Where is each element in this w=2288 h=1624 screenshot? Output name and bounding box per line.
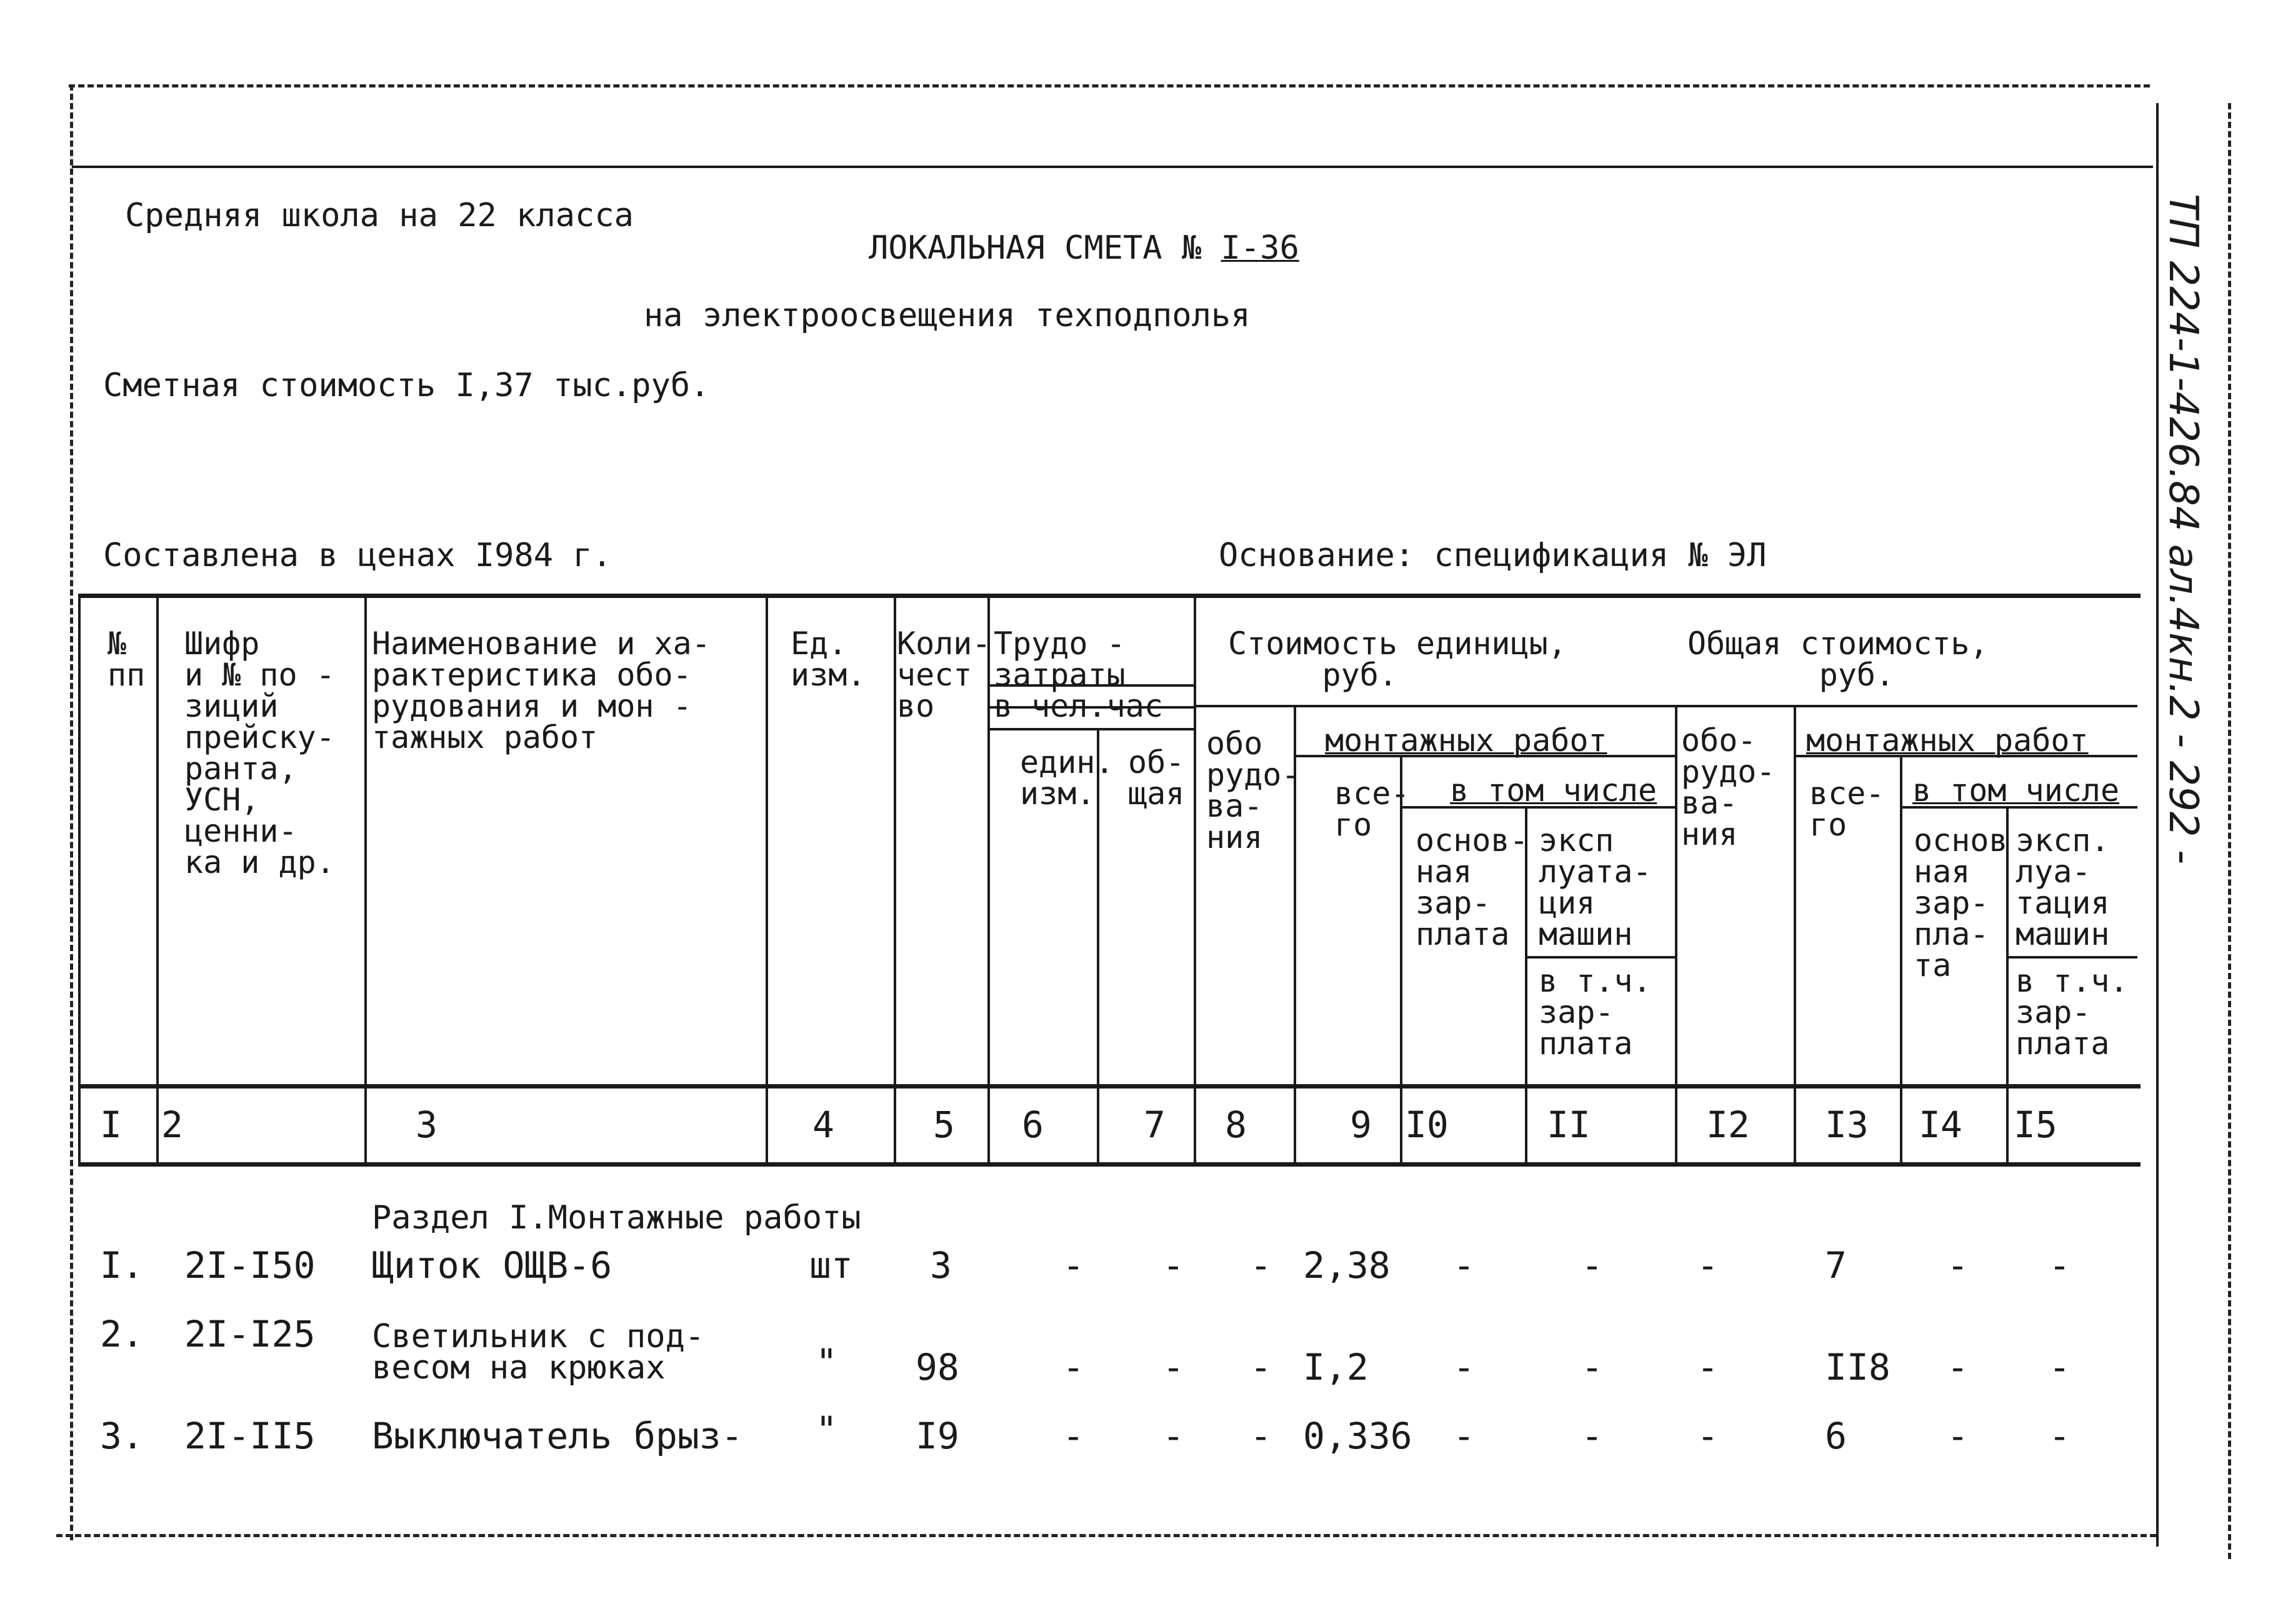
- col-header-code: Шифр и № по - зиций прейску- ранта, УСН, ценни- ка и др.: [184, 625, 335, 880]
- row-unit-total: I,2: [1303, 1346, 1369, 1388]
- col-number: II: [1547, 1103, 1591, 1146]
- numbers-bottom-border: [78, 1162, 2141, 1167]
- row-total-total: 7: [1825, 1244, 1847, 1287]
- row-name: Выключатель брыз-: [372, 1415, 743, 1457]
- frame-bottom: [56, 1534, 2156, 1537]
- col-header-qty: Коли- чест во: [897, 625, 991, 724]
- row-qty: 3: [930, 1244, 952, 1287]
- row-code: 2I-I25: [184, 1313, 316, 1355]
- col-header-labor: Трудо - затраты в чел.час: [994, 625, 1163, 724]
- frame-top: [69, 84, 2150, 87]
- row-number: I.: [100, 1244, 144, 1287]
- row-total-machine: -: [2049, 1346, 2071, 1388]
- row-labor-unit: -: [1062, 1346, 1084, 1388]
- row-unit: ": [816, 1341, 837, 1383]
- prices-year: Составлена в ценах I984 г.: [103, 537, 612, 574]
- col-number: 3: [416, 1103, 437, 1146]
- col-number: 2: [161, 1103, 183, 1146]
- row-total-total: II8: [1825, 1346, 1891, 1388]
- row-total-equip: -: [1697, 1346, 1719, 1388]
- cost-group-line: [1194, 705, 2137, 707]
- row-total-wage: -: [1947, 1415, 1969, 1457]
- basis: Основание: спецификация № ЭЛ: [1219, 537, 1767, 574]
- row-total-total: 6: [1825, 1415, 1847, 1457]
- row-total-machine: -: [2049, 1415, 2071, 1457]
- col-number: I4: [1919, 1103, 1962, 1146]
- frame-right: [2228, 103, 2231, 1559]
- col-header-total-machine: эксп. луа- тация машин: [2016, 822, 2110, 952]
- row-name: Щиток ОЩВ-6: [372, 1244, 612, 1287]
- col-header-total-wage: основ ная зар- пла- та: [1914, 822, 2008, 984]
- estimated-cost: Сметная стоимость I,37 тыс.руб.: [103, 367, 710, 404]
- row-unit-machine: -: [1581, 1244, 1603, 1287]
- col-header-total-total: все- го: [1809, 775, 1885, 843]
- col-border-3: [766, 594, 768, 1165]
- col-header-total-machine-wage: в т.ч. зар- плата: [2016, 963, 2129, 1062]
- row-total-wage: -: [1947, 1244, 1969, 1287]
- row-labor-unit: -: [1062, 1244, 1084, 1287]
- row-unit-wage: -: [1453, 1346, 1475, 1388]
- col-border-11: [1675, 706, 1677, 1165]
- labor-sub-line-3: [987, 728, 1194, 730]
- row-labor-total: -: [1162, 1244, 1184, 1287]
- section-title: Раздел I.Монтажные работы: [372, 1199, 861, 1237]
- col-border-4: [894, 594, 896, 1165]
- row-number: 2.: [100, 1313, 144, 1355]
- col-header-total-install: монтажных работ: [1806, 722, 2089, 759]
- row-unit: шт: [809, 1244, 853, 1287]
- header-bottom-border: [78, 1084, 2141, 1088]
- row-name-cont: весом на крюках: [372, 1349, 666, 1387]
- col-header-unit: Ед. изм.: [791, 625, 866, 693]
- stamp-column-divider: [2156, 103, 2159, 1547]
- row-total-wage: -: [1947, 1346, 1969, 1388]
- col-border-2: [364, 594, 367, 1165]
- col-header-unit-machine-wage: в т.ч. зар- плата: [1539, 963, 1652, 1062]
- col-number: 9: [1350, 1103, 1372, 1146]
- row-unit-total: 0,336: [1303, 1415, 1412, 1457]
- col-header-labor-unit: един. изм.: [1020, 744, 1114, 812]
- col-number: 5: [933, 1103, 955, 1146]
- col-header-total-incl: в том числе: [1912, 772, 2120, 809]
- row-labor-total: -: [1162, 1346, 1184, 1388]
- row-code: 2I-II5: [184, 1415, 316, 1457]
- side-stamp: ТП 224-1-426.84 ал.4кн.2 - 292 -: [2160, 194, 2206, 865]
- table-top-border: [78, 594, 2141, 598]
- col-number: 6: [1022, 1103, 1044, 1146]
- col-border-0: [78, 594, 81, 1165]
- page-subtitle: на электроосвещения техподполья: [644, 297, 1251, 334]
- row-unit-wage: -: [1453, 1415, 1475, 1457]
- page-title: ЛОКАЛЬНАЯ СМЕТА № I-36: [869, 229, 1299, 267]
- object-name: Средняя школа на 22 класса: [125, 197, 634, 234]
- col-number: 7: [1144, 1103, 1166, 1146]
- col-header-total-equip: обо- рудо- ва- ния: [1681, 722, 1776, 852]
- col-header-unit-cost: Стоимость единицы, руб.: [1228, 625, 1567, 693]
- frame-inner-top: [72, 166, 2153, 168]
- row-total-machine: -: [2049, 1244, 2071, 1287]
- col-header-labor-total: об- щая: [1128, 744, 1185, 812]
- col-header-no: № пп: [107, 625, 146, 693]
- row-unit-equip: -: [1250, 1415, 1272, 1457]
- col-border-1: [156, 594, 159, 1165]
- row-total-equip: -: [1697, 1244, 1719, 1287]
- row-unit-machine: -: [1581, 1346, 1603, 1388]
- row-name: Светильник с под-: [372, 1318, 705, 1355]
- col-header-unit-total: все- го: [1334, 775, 1410, 843]
- col-number: I3: [1825, 1103, 1869, 1146]
- col-number: 4: [812, 1103, 834, 1146]
- row-total-equip: -: [1697, 1415, 1719, 1457]
- col-header-total-cost: Общая стоимость, руб.: [1687, 625, 1989, 693]
- col-number: I0: [1405, 1103, 1449, 1146]
- col-header-unit-equip: обо рудо- ва- ния: [1206, 725, 1301, 855]
- col-number: I5: [2014, 1103, 2057, 1146]
- row-unit-total: 2,38: [1303, 1244, 1391, 1287]
- row-unit: ": [816, 1408, 837, 1451]
- col-header-unit-install: монтажных работ: [1325, 722, 1607, 759]
- row-unit-machine: -: [1581, 1415, 1603, 1457]
- col-border-13: [1900, 756, 1902, 1165]
- col-border-12: [1794, 706, 1796, 1165]
- row-unit-equip: -: [1250, 1244, 1272, 1287]
- col-header-unit-machine: эксп луата- ция машин: [1539, 822, 1652, 952]
- col-header-unit-incl: в том числе: [1450, 772, 1657, 809]
- col-border-7: [1194, 594, 1196, 1165]
- row-qty: 98: [916, 1346, 959, 1388]
- row-code: 2I-I50: [184, 1244, 316, 1287]
- row-unit-equip: -: [1250, 1346, 1272, 1388]
- c11-split-line: [1525, 956, 1675, 959]
- c15-split-line: [2006, 956, 2137, 959]
- col-number: I: [100, 1103, 122, 1146]
- row-number: 3.: [100, 1415, 144, 1457]
- col-header-unit-wage: основ- ная зар- плата: [1416, 822, 1529, 952]
- col-number: 8: [1225, 1103, 1247, 1146]
- row-qty: I9: [916, 1415, 959, 1457]
- frame-left: [70, 84, 73, 1540]
- col-number: I2: [1706, 1103, 1750, 1146]
- row-unit-wage: -: [1453, 1244, 1475, 1287]
- row-labor-total: -: [1162, 1415, 1184, 1457]
- col-header-name: Наименование и ха- рактеристика обо- рудования и мон - тажных работ: [372, 625, 711, 755]
- row-labor-unit: -: [1062, 1415, 1084, 1457]
